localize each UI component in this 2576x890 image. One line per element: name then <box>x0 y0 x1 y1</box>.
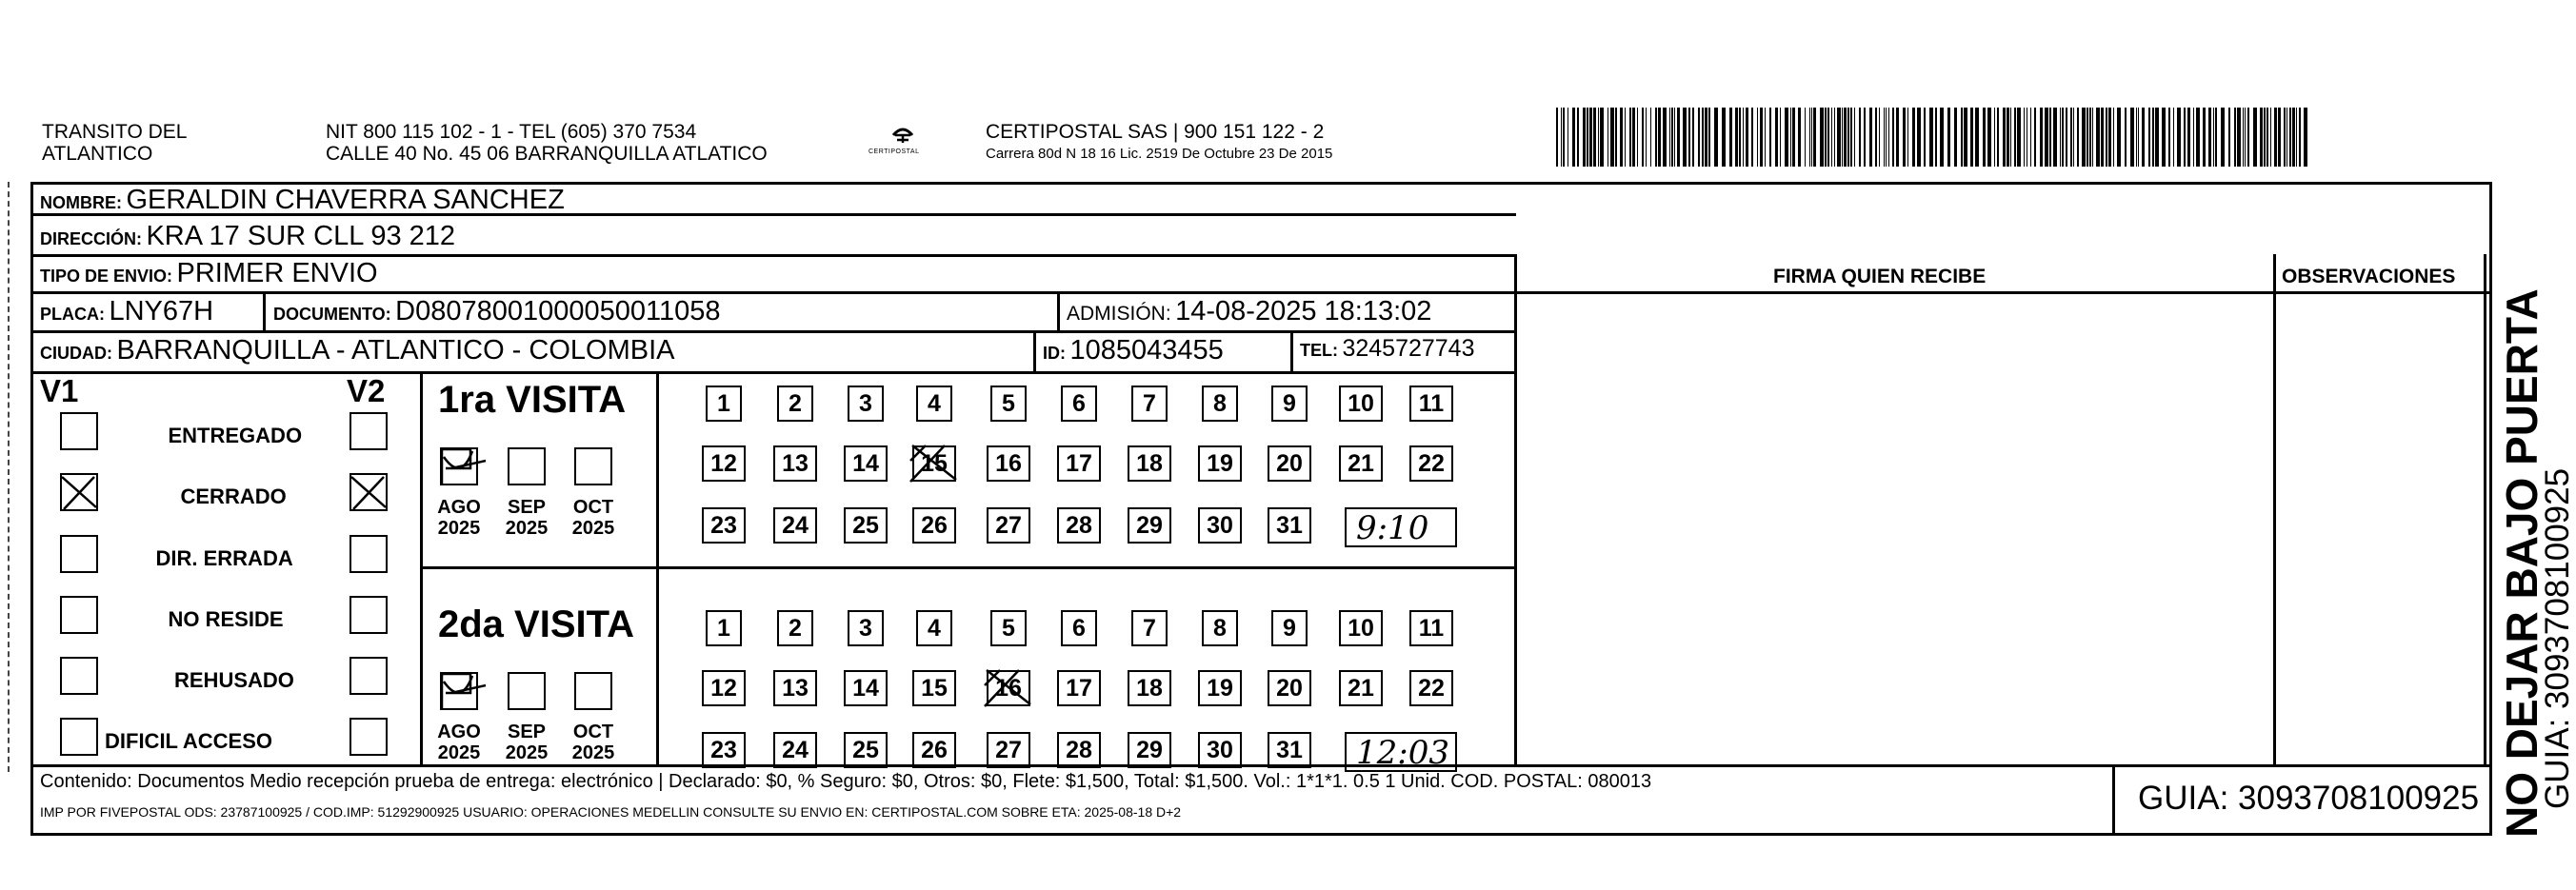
certipostal-logo <box>869 122 937 164</box>
time-box[interactable] <box>1345 507 1457 547</box>
guia-footer: GUIA: 3093708100925 <box>2138 780 2480 817</box>
day-box[interactable]: 2 <box>777 610 813 646</box>
logo-icon <box>869 122 937 164</box>
status-label: DIFICIL ACCESO <box>105 729 273 753</box>
status-label: CERRADO <box>180 485 287 508</box>
left-margin <box>8 182 10 772</box>
day-box[interactable]: 22 <box>1409 670 1453 706</box>
nit-line: NIT 800 115 102 - 1 - TEL (605) 370 7534 <box>326 121 697 143</box>
month-year: 2025 <box>437 518 481 539</box>
id-field <box>1043 335 1224 366</box>
tel-vline <box>1290 330 1293 371</box>
visit-title: 1ra VISITA <box>438 379 627 421</box>
v1-checkbox[interactable] <box>60 596 98 634</box>
time-handwritten: 9:10 <box>1356 509 1429 547</box>
nombre-label: NOMBRE: <box>40 193 122 212</box>
placa-field <box>40 296 213 327</box>
status-label: NO RESIDE <box>168 607 284 631</box>
v2-header: V2 <box>347 373 386 408</box>
status-label: REHUSADO <box>174 668 294 692</box>
day-box[interactable]: 26 <box>912 507 956 544</box>
month-year: 2025 <box>505 742 549 763</box>
nombre-field <box>40 185 565 216</box>
day-box[interactable]: 7 <box>1131 386 1168 422</box>
day-box[interactable]: 23 <box>702 732 746 768</box>
day-box[interactable]: 28 <box>1057 507 1101 544</box>
day-box[interactable]: 3 <box>848 386 884 422</box>
day-box[interactable]: 18 <box>1128 445 1171 482</box>
imp-text: IMP POR FIVEPOSTAL ODS: 23787100925 / COD.IMP: 51292900925 USUARIO: OPERACIONES MEDELLIN CONSULTE SU ENVIO EN: CERTIPOSTAL.COM SOBRE ETA: 2025-08-18 D+2 <box>40 804 1182 820</box>
row-line-3 <box>30 291 2492 294</box>
v1-checkbox[interactable] <box>60 718 98 756</box>
month-name: OCT <box>572 497 614 518</box>
id-label: ID: <box>1043 344 1066 363</box>
v1-checkbox[interactable] <box>60 657 98 695</box>
month-year: 2025 <box>571 518 615 539</box>
day-box[interactable]: 2 <box>777 386 813 422</box>
month-checkbox[interactable] <box>574 672 612 710</box>
month-label <box>494 722 559 763</box>
day-box[interactable]: 13 <box>773 670 817 706</box>
day-box[interactable]: 14 <box>844 445 888 482</box>
month-name: AGO <box>437 497 481 518</box>
day-box[interactable]: 9 <box>1271 610 1308 646</box>
month-checkbox[interactable] <box>440 672 478 710</box>
day-box[interactable]: 31 <box>1268 507 1311 544</box>
ciudad-label: CIUDAD: <box>40 344 112 363</box>
ciudad-value: BARRANQUILLA - ATLANTICO - COLOMBIA <box>116 335 675 366</box>
day-box[interactable]: 23 <box>702 507 746 544</box>
day-box[interactable]: 14 <box>844 670 888 706</box>
day-box[interactable]: 1 <box>706 386 742 422</box>
certipostal-line: CERTIPOSTAL SAS | 900 151 122 - 2 <box>986 121 1325 143</box>
day-box[interactable]: 20 <box>1268 670 1311 706</box>
tel-value: 3245727743 <box>1342 335 1475 362</box>
org-name-line1: TRANSITO DEL <box>42 121 188 143</box>
day-box[interactable]: 15 <box>912 445 956 482</box>
day-box[interactable]: 13 <box>773 445 817 482</box>
day-box[interactable]: 24 <box>773 507 817 544</box>
barcode-icon <box>1556 108 2308 167</box>
day-box[interactable]: 1 <box>706 610 742 646</box>
day-box[interactable]: 29 <box>1128 507 1171 544</box>
admision-field <box>1067 296 1431 327</box>
day-box[interactable]: 18 <box>1128 670 1171 706</box>
month-name: SEP <box>507 722 547 742</box>
v1-header: V1 <box>40 373 79 408</box>
row-line-2 <box>30 254 1516 257</box>
day-box[interactable]: 17 <box>1057 445 1101 482</box>
day-box[interactable]: 10 <box>1339 386 1383 422</box>
direccion-field <box>40 221 455 252</box>
obs-left-vline <box>2273 254 2276 766</box>
day-box[interactable]: 16 <box>987 445 1030 482</box>
month-name: AGO <box>437 722 481 742</box>
day-box[interactable]: 19 <box>1198 445 1242 482</box>
status-vline <box>420 371 423 766</box>
observaciones-header: OBSERVACIONES <box>2282 266 2456 287</box>
status-label: ENTREGADO <box>168 424 303 447</box>
v2-checkbox[interactable] <box>349 412 388 450</box>
ciudad-field <box>40 335 675 366</box>
month-name: SEP <box>507 497 547 518</box>
address-line: CALLE 40 No. 45 06 BARRANQUILLA ATLATICO <box>326 143 768 165</box>
day-box[interactable]: 8 <box>1202 386 1238 422</box>
visit-divider <box>420 566 1516 569</box>
day-box[interactable]: 4 <box>916 386 952 422</box>
day-box[interactable]: 12 <box>702 445 746 482</box>
firma-header: FIRMA QUIEN RECIBE <box>1773 266 1987 287</box>
day-box[interactable]: 25 <box>844 507 888 544</box>
visit-vline <box>656 371 659 766</box>
day-box[interactable]: 6 <box>1061 610 1097 646</box>
month-label <box>561 722 626 763</box>
v2-checkbox[interactable] <box>349 718 388 756</box>
month-checkbox[interactable] <box>440 447 478 485</box>
v2-checkbox[interactable] <box>349 473 388 511</box>
tipo-field <box>40 258 378 289</box>
placa-label: PLACA: <box>40 305 105 324</box>
day-box[interactable]: 19 <box>1198 670 1242 706</box>
status-label: DIR. ERRADA <box>155 546 293 570</box>
day-box[interactable]: 15 <box>912 670 956 706</box>
time-box[interactable] <box>1345 732 1457 772</box>
day-box[interactable]: 27 <box>987 732 1030 768</box>
day-box[interactable]: 20 <box>1268 445 1311 482</box>
no-dejar-side-text: NO DEJAR BAJO PUERTA <box>2497 288 2546 838</box>
v2-checkbox[interactable] <box>349 596 388 634</box>
documento-field <box>273 296 720 327</box>
month-name: OCT <box>572 722 614 742</box>
id-vline <box>1033 330 1036 371</box>
org-name-line2: ATLANTICO <box>42 143 153 165</box>
firma-left-vline <box>1514 254 1517 766</box>
day-box[interactable]: 7 <box>1131 610 1168 646</box>
right-border <box>2489 182 2492 835</box>
day-box[interactable]: 30 <box>1198 732 1242 768</box>
day-box[interactable]: 22 <box>1409 445 1453 482</box>
day-box[interactable]: 11 <box>1409 610 1453 646</box>
placa-value: LNY67H <box>109 296 214 326</box>
tipo-value: PRIMER ENVIO <box>176 258 378 288</box>
v1-checkbox[interactable] <box>60 473 98 511</box>
time-handwritten: 12:03 <box>1356 734 1449 772</box>
nombre-value: GERALDIN CHAVERRA SANCHEZ <box>126 185 565 215</box>
day-box[interactable]: 6 <box>1061 386 1097 422</box>
v2-checkbox[interactable] <box>349 657 388 695</box>
bottom-border <box>30 833 2492 836</box>
placa-vline <box>263 291 266 331</box>
day-box[interactable]: 26 <box>912 732 956 768</box>
guia-side-text: GUIA: 3093708100925 <box>2539 467 2576 809</box>
day-box[interactable]: 21 <box>1339 445 1383 482</box>
day-box[interactable]: 21 <box>1339 670 1383 706</box>
month-label <box>427 722 491 763</box>
day-box[interactable]: 8 <box>1202 610 1238 646</box>
tel-field <box>1300 335 1475 363</box>
documento-label: DOCUMENTO: <box>273 305 391 324</box>
month-checkbox[interactable] <box>508 672 546 710</box>
day-box[interactable]: 3 <box>848 610 884 646</box>
contenido-text: Contenido: Documentos Medio recepción prueba de entrega: electrónico | Declarado: $0, % Seguro: $0, Otros: $0, Flete: $1,500, Total: $1,500. Vol.: 1*1*1. 0.5 1 Unid. COD. POSTAL: 080013 <box>40 771 1652 792</box>
admision-vline <box>1057 291 1060 331</box>
v1-checkbox[interactable] <box>60 535 98 573</box>
day-box[interactable]: 10 <box>1339 610 1383 646</box>
month-label <box>494 497 559 539</box>
v2-checkbox[interactable] <box>349 535 388 573</box>
day-box[interactable]: 29 <box>1128 732 1171 768</box>
v1-checkbox[interactable] <box>60 412 98 450</box>
id-value: 1085043455 <box>1069 335 1224 366</box>
row-line-5 <box>30 371 1516 374</box>
month-checkbox[interactable] <box>574 447 612 485</box>
guia-vline <box>2112 764 2115 835</box>
day-box[interactable]: 5 <box>990 386 1027 422</box>
day-box[interactable]: 24 <box>773 732 817 768</box>
day-box[interactable]: 9 <box>1271 386 1308 422</box>
tel-label: TEL: <box>1300 341 1338 360</box>
visit-title: 2da VISITA <box>438 603 634 645</box>
direccion-value: KRA 17 SUR CLL 93 212 <box>146 221 456 251</box>
day-box[interactable]: 5 <box>990 610 1027 646</box>
tipo-label: TIPO DE ENVIO: <box>40 267 173 286</box>
month-checkbox[interactable] <box>508 447 546 485</box>
admision-label: ADMISIÓN: <box>1067 303 1171 325</box>
day-box[interactable]: 28 <box>1057 732 1101 768</box>
month-label <box>427 497 491 539</box>
obs-right-vline <box>2484 254 2486 766</box>
day-box[interactable]: 27 <box>987 507 1030 544</box>
admision-value: 14-08-2025 18:13:02 <box>1175 296 1432 326</box>
row-line-4 <box>30 330 1516 333</box>
month-label <box>561 497 626 539</box>
documento-value: D08078001000050011058 <box>395 296 721 326</box>
day-box[interactable]: 25 <box>844 732 888 768</box>
direccion-label: DIRECCIÓN: <box>40 229 142 248</box>
day-box[interactable]: 4 <box>916 610 952 646</box>
day-box[interactable]: 16 <box>987 670 1030 706</box>
day-box[interactable]: 17 <box>1057 670 1101 706</box>
month-year: 2025 <box>571 742 615 763</box>
day-box[interactable]: 11 <box>1409 386 1453 422</box>
logo-text: CERTIPOSTAL <box>869 148 920 155</box>
day-box[interactable]: 31 <box>1268 732 1311 768</box>
day-box[interactable]: 30 <box>1198 507 1242 544</box>
month-year: 2025 <box>505 518 549 539</box>
day-box[interactable]: 12 <box>702 670 746 706</box>
month-year: 2025 <box>437 742 481 763</box>
left-vline <box>30 182 33 835</box>
row-line-6 <box>30 764 2492 767</box>
license-line: Carrera 80d N 18 16 Lic. 2519 De Octubre 23 De 2015 <box>986 146 1333 162</box>
